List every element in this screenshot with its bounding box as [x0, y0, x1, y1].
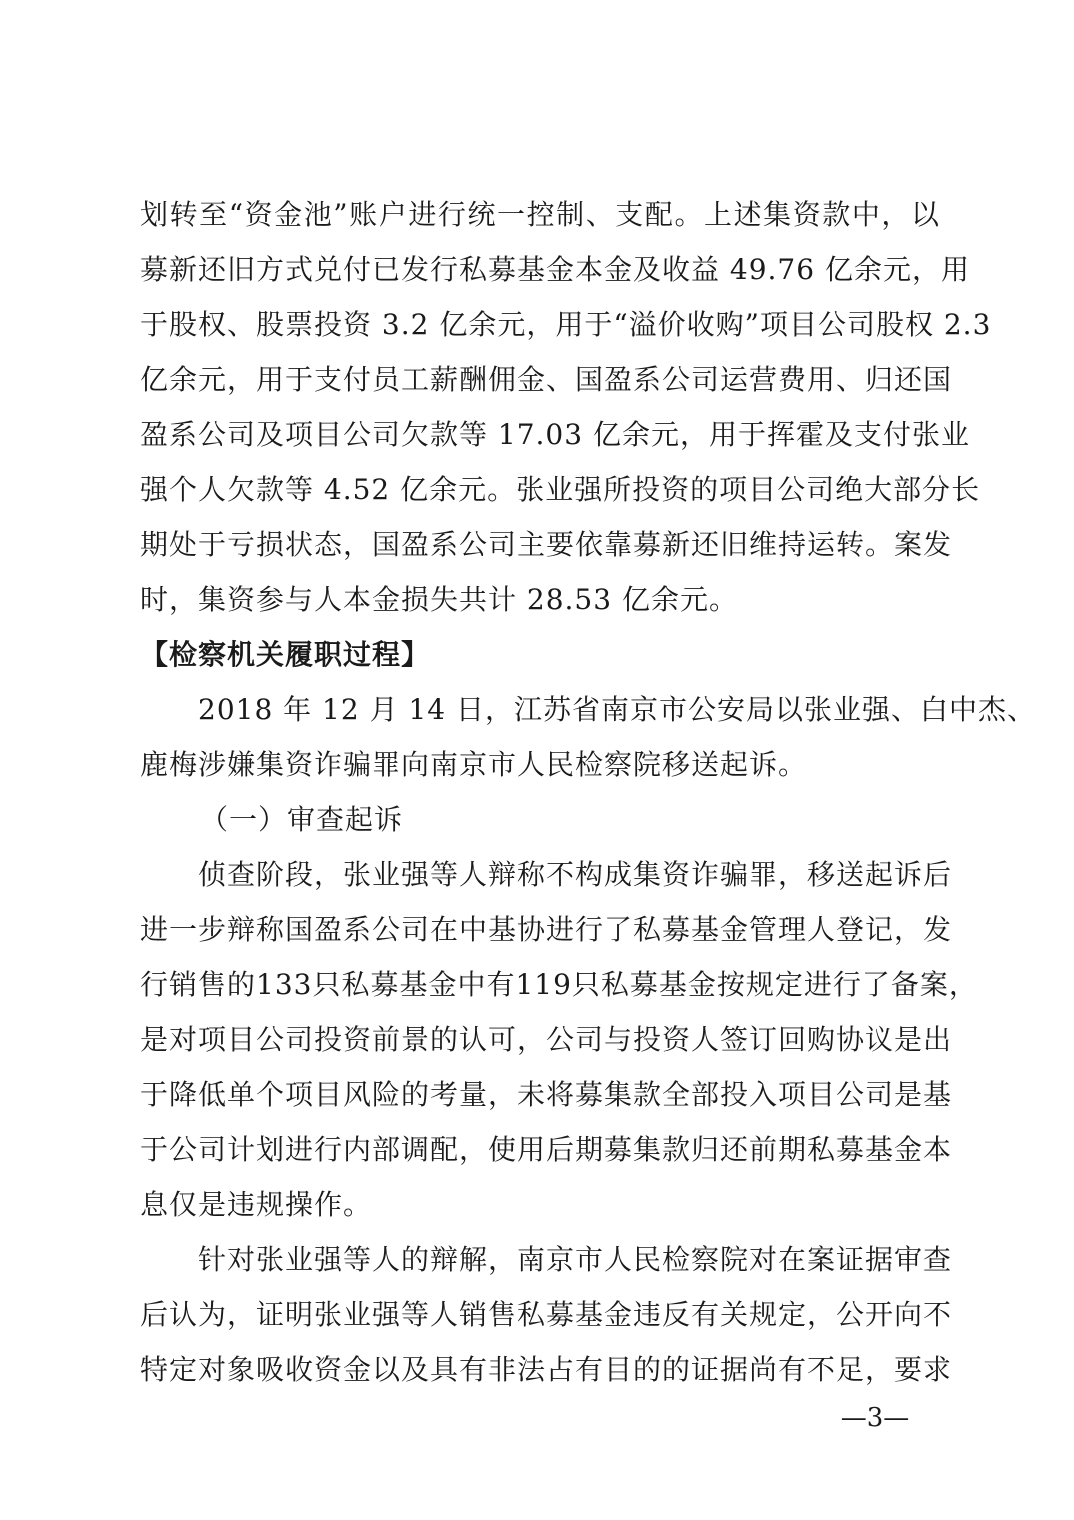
section-heading: 【检察机关履职过程】	[140, 638, 431, 671]
paragraph-line: 强个人欠款等 4.52 亿余元。张业强所投资的项目公司绝大部分长	[140, 473, 981, 506]
paragraph-line: 亿余元，用于支付员工薪酬佣金、国盈系公司运营费用、归还国	[140, 363, 953, 396]
paragraph-line: 息仅是违规操作。	[140, 1188, 373, 1221]
paragraph-line: 行销售的133只私募基金中有119只私募基金按规定进行了备案，	[140, 968, 978, 1001]
paragraph-line: 进一步辩称国盈系公司在中基协进行了私募基金管理人登记，发	[140, 913, 953, 946]
paragraph-line: 盈系公司及项目公司欠款等 17.03 亿余元，用于挥霍及支付张业	[140, 418, 970, 451]
paragraph-line: 划转至“资金池”账户进行统一控制、支配。上述集资款中，以	[140, 198, 940, 231]
paragraph-line: 募新还旧方式兑付已发行私募基金本金及收益 49.76 亿余元，用	[140, 253, 970, 286]
paragraph-line: 于公司计划进行内部调配，使用后期募集款归还前期私募基金本	[140, 1133, 953, 1166]
paragraph-line: 鹿梅涉嫌集资诈骗罪向南京市人民检察院移送起诉。	[140, 748, 808, 781]
page-number: —3—	[840, 1403, 910, 1433]
paragraph-line: 侦查阶段，张业强等人辩称不构成集资诈骗罪，移送起诉后	[140, 858, 953, 891]
paragraph-line: 2018 年 12 月 14 日，江苏省南京市公安局以张业强、白中杰、	[140, 693, 1037, 726]
paragraph-line: 特定对象吸收资金以及具有非法占有目的的证据尚有不足，要求	[140, 1353, 953, 1386]
paragraph-line: 于股权、股票投资 3.2 亿余元，用于“溢价收购”项目公司股权 2.3	[140, 308, 992, 341]
paragraph-line: 于降低单个项目风险的考量，未将募集款全部投入项目公司是基	[140, 1078, 953, 1111]
paragraph-line: 后认为，证明张业强等人销售私募基金违反有关规定，公开向不	[140, 1298, 953, 1331]
paragraph-line: 时，集资参与人本金损失共计 28.53 亿余元。	[140, 583, 738, 616]
paragraph-line: 是对项目公司投资前景的认可，公司与投资人签订回购协议是出	[140, 1023, 953, 1056]
paragraph-line: 针对张业强等人的辩解，南京市人民检察院对在案证据审查	[140, 1243, 953, 1276]
paragraph-line: 期处于亏损状态，国盈系公司主要依靠募新还旧维持运转。案发	[140, 528, 953, 561]
subsection-heading: （一）审查起诉	[200, 803, 404, 836]
